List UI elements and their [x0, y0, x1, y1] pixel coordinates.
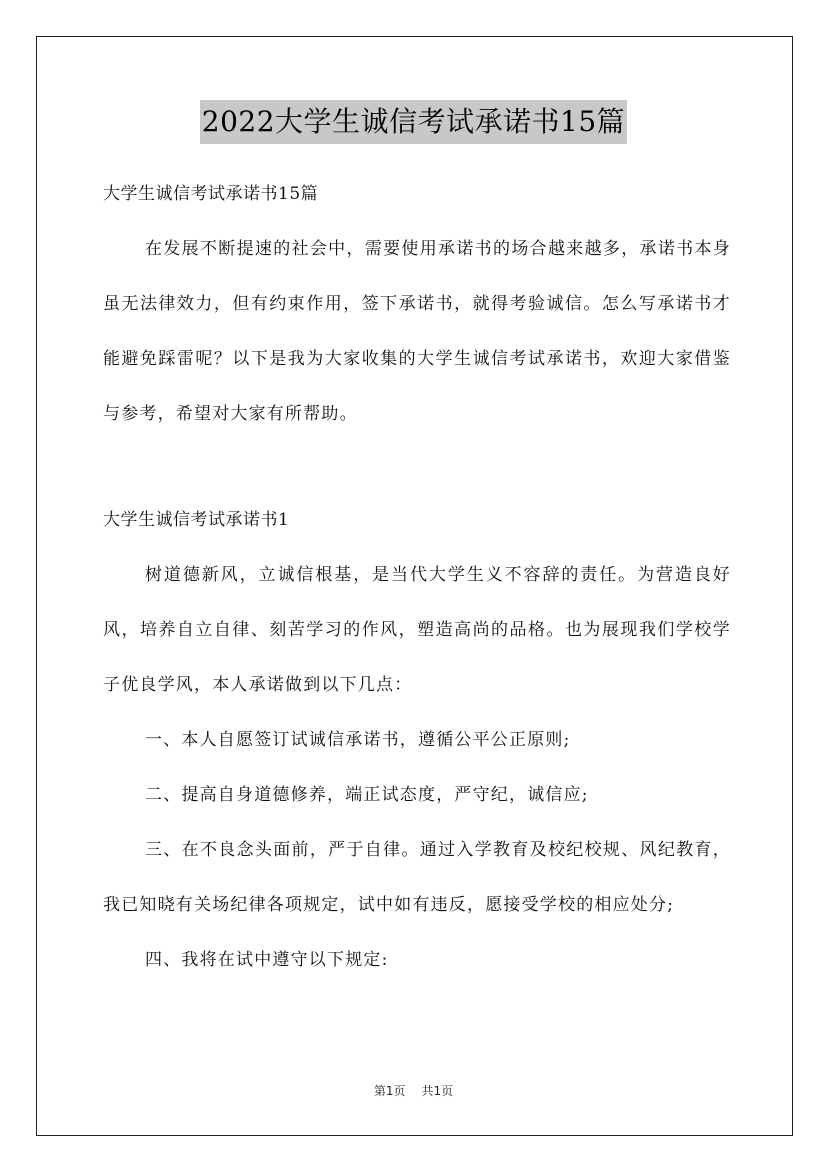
- pledge-item: 四、我将在试中遵守以下规定:: [145, 950, 389, 970]
- spacer: [103, 442, 731, 502]
- pledge-item: 一、本人自愿签订试诚信承诺书，遵循公平公正原则;: [145, 730, 571, 750]
- spacer: [103, 538, 731, 548]
- page-number: 第1页: [373, 1084, 406, 1098]
- page-footer: [0, 1082, 827, 1099]
- spacer: [103, 212, 731, 222]
- title-container: [0, 100, 827, 144]
- pledge-item: 三、在不良念头面前，严于自律。通过入学教育及校纪校规、风纪教育，我已知晓有关场纪律各项规定，试中如有违反，愿接受学校的相应处分;: [103, 840, 731, 915]
- section-heading: 大学生诚信考试承诺书1: [103, 510, 290, 530]
- document-body: [103, 176, 731, 988]
- document-title: 2022大学生诚信考试承诺书15篇: [200, 100, 627, 144]
- document-subtitle: 大学生诚信考试承诺书15篇: [103, 184, 319, 204]
- pledge-item: 二、提高自身道德修养，端正试态度，严守纪，诚信应;: [145, 785, 589, 805]
- page-total: 共1页: [421, 1084, 454, 1098]
- section-paragraph: 树道德新风，立诚信根基，是当代大学生义不容辞的责任。为营造良好风，培养自立自律、刻苦学习的作风，塑造高尚的品格。也为展现我们学校学子优良学风，本人承诺做到以下几点：: [103, 565, 731, 695]
- intro-paragraph: 在发展不断提速的社会中，需要使用承诺书的场合越来越多，承诺书本身虽无法律效力，但有约束作用，签下承诺书，就得考验诚信。怎么写承诺书才能避免踩雷呢？以下是我为大家收集的大学生诚信考试承诺书，欢迎大家借鉴与参考，希望对大家有所帮助。: [103, 239, 731, 424]
